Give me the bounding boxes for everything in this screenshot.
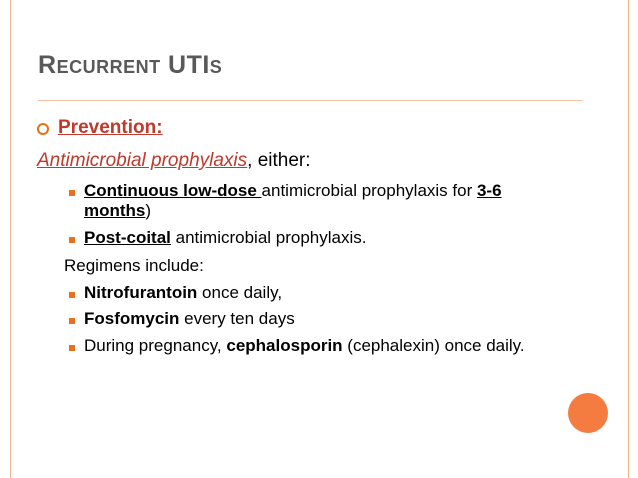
regimen-pregnancy-text: (cephalexin) once daily.: [342, 336, 525, 355]
square-bullet-icon: [69, 190, 75, 196]
intro-rest: , either:: [247, 150, 311, 171]
bullet-continuous-text: antimicrobial prophylaxis for: [261, 181, 477, 200]
bullet-post-coital: [84, 228, 367, 248]
title-divider: [38, 100, 583, 101]
regimen-fosfomycin: [84, 309, 295, 329]
regimens-label: Regimens include:: [64, 256, 204, 275]
slide-title: [38, 51, 222, 80]
square-bullet-icon: [69, 237, 75, 243]
regimen-nitrofurantoin-text: once daily,: [197, 283, 283, 302]
duration-term: 3-6: [476, 181, 502, 200]
continuous-low-dose-term: Continuous low-dose: [84, 181, 262, 200]
title-u-rest: S: [209, 57, 223, 77]
square-bullet-icon: [69, 292, 75, 298]
nitrofurantoin-term: Nitrofurantoin: [84, 283, 198, 302]
regimen-pregnancy: [84, 336, 525, 356]
months-term: months: [84, 201, 146, 220]
intro-line: [37, 150, 311, 172]
bullet-post-coital-text: antimicrobial prophylaxis.: [170, 228, 367, 247]
cephalosporin-term: cephalosporin: [226, 336, 343, 355]
square-bullet-icon: [69, 345, 75, 351]
bullet-continuous-line2-rest: ): [145, 201, 152, 220]
title-r-rest: ECURRENT: [56, 57, 161, 77]
regimen-fosfomycin-text: every ten days: [179, 309, 295, 328]
bullet-continuous-line2: [84, 201, 151, 221]
regimen-pregnancy-pre: During pregnancy,: [84, 336, 227, 355]
prevention-heading: Prevention:: [58, 117, 163, 138]
decorative-circle: [568, 393, 608, 433]
right-border-line: [628, 0, 629, 478]
regimen-nitrofurantoin: [84, 283, 282, 303]
left-border-line: [10, 0, 11, 478]
title-r-cap: R: [38, 51, 57, 79]
square-bullet-icon: [69, 318, 75, 324]
antimicrobial-prophylaxis-term: Antimicrobial prophylaxis: [37, 150, 248, 171]
bullet-continuous: [84, 181, 502, 201]
post-coital-term: Post-coital: [84, 228, 171, 247]
fosfomycin-term: Fosfomycin: [84, 309, 180, 328]
ring-bullet-icon: [37, 123, 49, 135]
title-u-cap: UTI: [160, 51, 210, 79]
